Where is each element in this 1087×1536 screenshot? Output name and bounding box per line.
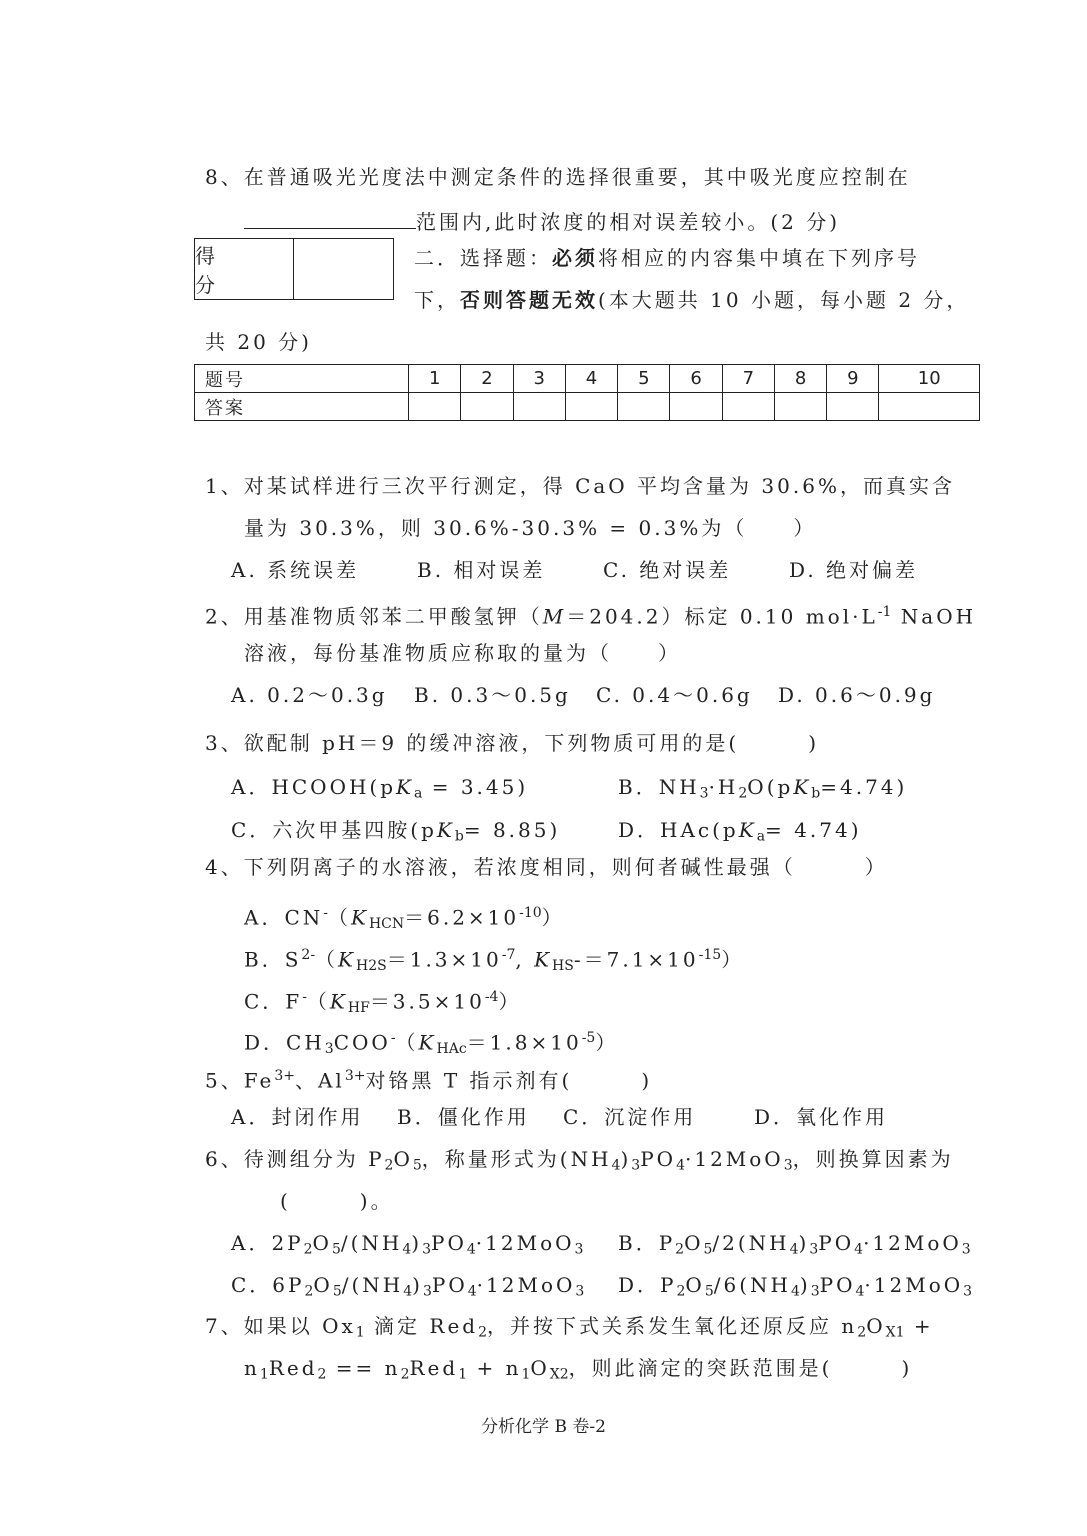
section2-must: 必须	[552, 246, 598, 270]
q-number: 5	[618, 365, 670, 393]
answer-cell[interactable]	[722, 393, 774, 421]
table-row-answers	[195, 393, 980, 421]
q2-options	[231, 681, 935, 709]
q4-line1: 4、下列阴离子的水溶液，若浓度相同，则何者碱性最强（ ）	[205, 855, 888, 879]
answer-cell[interactable]	[565, 393, 617, 421]
q5-option-a[interactable]: A．封闭作用	[231, 1105, 364, 1129]
answer-cell[interactable]	[618, 393, 670, 421]
q-number: 10	[879, 365, 980, 393]
score-label: 得 分	[195, 239, 294, 299]
page-footer: 分析化学 B 卷-2	[481, 1417, 606, 1437]
answer-cell[interactable]	[513, 393, 565, 421]
q3-option-b[interactable]: B．$NH_3\cdot H_2O(pK_b=4.74)$	[618, 775, 908, 802]
q3-line1: 3、欲配制 pH＝9 的缓冲溶液，下列物质可用的是( )	[205, 731, 820, 755]
q6-option-d[interactable]: D．$P_2O_5/6(NH_4)_3PO_4\cdot 12MoO_3$	[618, 1273, 973, 1300]
q-number: 3	[513, 365, 565, 393]
q8-answer-blank[interactable]	[244, 206, 416, 229]
section2-line2-rest: (本大题共 10 小题，每小题 2 分，	[598, 288, 970, 312]
q1-option-b[interactable]: B. 相对误差	[417, 558, 546, 582]
answer-cell[interactable]	[461, 393, 513, 421]
q-number: 9	[827, 365, 879, 393]
section2-line2	[414, 286, 969, 314]
q7-line1: 7、如果以 $Ox_1$ 滴定 Red$_2$，并按下式关系发生氧化还原反应 $n_2O_{X1}$ +	[205, 1314, 934, 1341]
q6-line1: 6、待测组分为 $P_2O_5$，称量形式为$(NH_4)_3PO_4\cdot 12MoO_3$，则换算因素为	[205, 1147, 954, 1174]
q2-option-d[interactable]: D. 0.6～0.9g	[778, 683, 936, 707]
q1-option-a[interactable]: A. 系统误差	[231, 558, 360, 582]
q4-option-d[interactable]: D．$CH_3COO^-(K_{HAc}=1.8\times 10^{-5})$	[244, 1030, 619, 1058]
q6-option-b[interactable]: B．$P_2O_5/2(NH_4)_3PO_4\cdot 12MoO_3$	[618, 1231, 971, 1258]
q7-line2: $n_1Red_2 == n_2Red_1 + n_1O_{X2}$，则此滴定的突跃范围是( )	[244, 1356, 913, 1383]
q1-option-c[interactable]: C. 绝对误差	[603, 558, 732, 582]
section2-title: 二．选择题：	[414, 246, 552, 270]
q6-line2: ( )。	[280, 1189, 394, 1213]
q8-line2	[244, 206, 840, 236]
section2-invalid: 否则答题无效	[460, 288, 598, 312]
q3-option-c[interactable]: C．六次甲基四胺$(pK_b= 8.85)$	[231, 818, 561, 845]
answer-cell[interactable]	[827, 393, 879, 421]
q2-option-b[interactable]: B. 0.3～0.5g	[414, 683, 571, 707]
q5-line1: 5、$Fe^{3+}$、$Al^{3+}$对铬黑 T 指示剂有( )	[205, 1068, 653, 1093]
section2-line3: 共 20 分)	[205, 330, 312, 354]
answer-cell[interactable]	[409, 393, 461, 421]
table-row-numbers	[195, 365, 980, 393]
q4-option-a[interactable]: A．$CN^-(K_{HCN}=6.2\times 10^{-10})$	[244, 905, 565, 933]
q-number: 1	[409, 365, 461, 393]
answer-cell[interactable]	[879, 393, 980, 421]
answer-table	[194, 364, 980, 421]
q6-option-c[interactable]: C．$6P_2O_5/(NH_4)_3PO_4\cdot 12MoO_3$	[231, 1273, 585, 1300]
q-number: 4	[565, 365, 617, 393]
q8-line2-text: 范围内,此时浓度的相对误差较小。(2 分)	[416, 210, 841, 234]
q-number: 8	[774, 365, 826, 393]
row-label-answer: 答案	[195, 393, 409, 421]
q1-options	[231, 556, 918, 584]
score-box	[194, 238, 394, 300]
q1-option-d[interactable]: D. 绝对偏差	[789, 558, 919, 582]
q5-option-d[interactable]: D．氧化作用	[754, 1105, 889, 1129]
q-number: 6	[670, 365, 722, 393]
q5-options	[231, 1103, 888, 1131]
q2-option-a[interactable]: A. 0.2～0.3g	[231, 683, 388, 707]
q2-line1: 2、用基准物质邻苯二甲酸氢钾（M＝204.2）标定 0.10 $mol\cdot L^{-1}$ NaOH	[205, 604, 977, 629]
section2-line2-start: 下，	[414, 288, 460, 312]
section2-line1-rest: 将相应的内容集中填在下列序号	[598, 246, 920, 270]
row-label-number: 题号	[195, 365, 409, 393]
section2-line1	[414, 244, 920, 272]
q1-line2: 量为 30.3%，则 30.6%-30.3% = 0.3%为（ ）	[244, 516, 817, 540]
q4-option-b[interactable]: B．$S^{2-}(K_{H2S}=1.3\times 10^{-7}$, $K_{HS}-=7.1\times 10^{-15}$）	[244, 947, 745, 975]
q1-line1: 1、对某试样进行三次平行测定，得 CaO 平均含量为 30.6%，而真实含	[205, 474, 955, 498]
q6-option-a[interactable]: A．$2P_2O_5/(NH_4)_3PO_4\cdot 12MoO_3$	[231, 1231, 584, 1258]
answer-cell[interactable]	[774, 393, 826, 421]
score-value-cell[interactable]	[294, 239, 393, 299]
q3-option-d[interactable]: D．$HAc(pK_a= 4.74)$	[618, 818, 862, 845]
answer-cell[interactable]	[670, 393, 722, 421]
q8-line1: 8、在普通吸光光度法中测定条件的选择很重要，其中吸光度应控制在	[205, 165, 911, 189]
q5-option-b[interactable]: B．僵化作用	[397, 1105, 530, 1129]
q5-option-c[interactable]: C．沉淀作用	[563, 1105, 697, 1129]
q4-option-c[interactable]: C．$F^-(K_{HF}=3.5\times 10^{-4})$	[244, 989, 522, 1017]
q-number: 2	[461, 365, 513, 393]
q-number: 7	[722, 365, 774, 393]
q2-option-c[interactable]: C. 0.4～0.6g	[596, 683, 753, 707]
q2-line2: 溶液，每份基准物质应称取的量为（ ）	[244, 641, 681, 665]
q3-option-a[interactable]: A．$HCOOH(pK_a = 3.45)$	[231, 775, 529, 802]
